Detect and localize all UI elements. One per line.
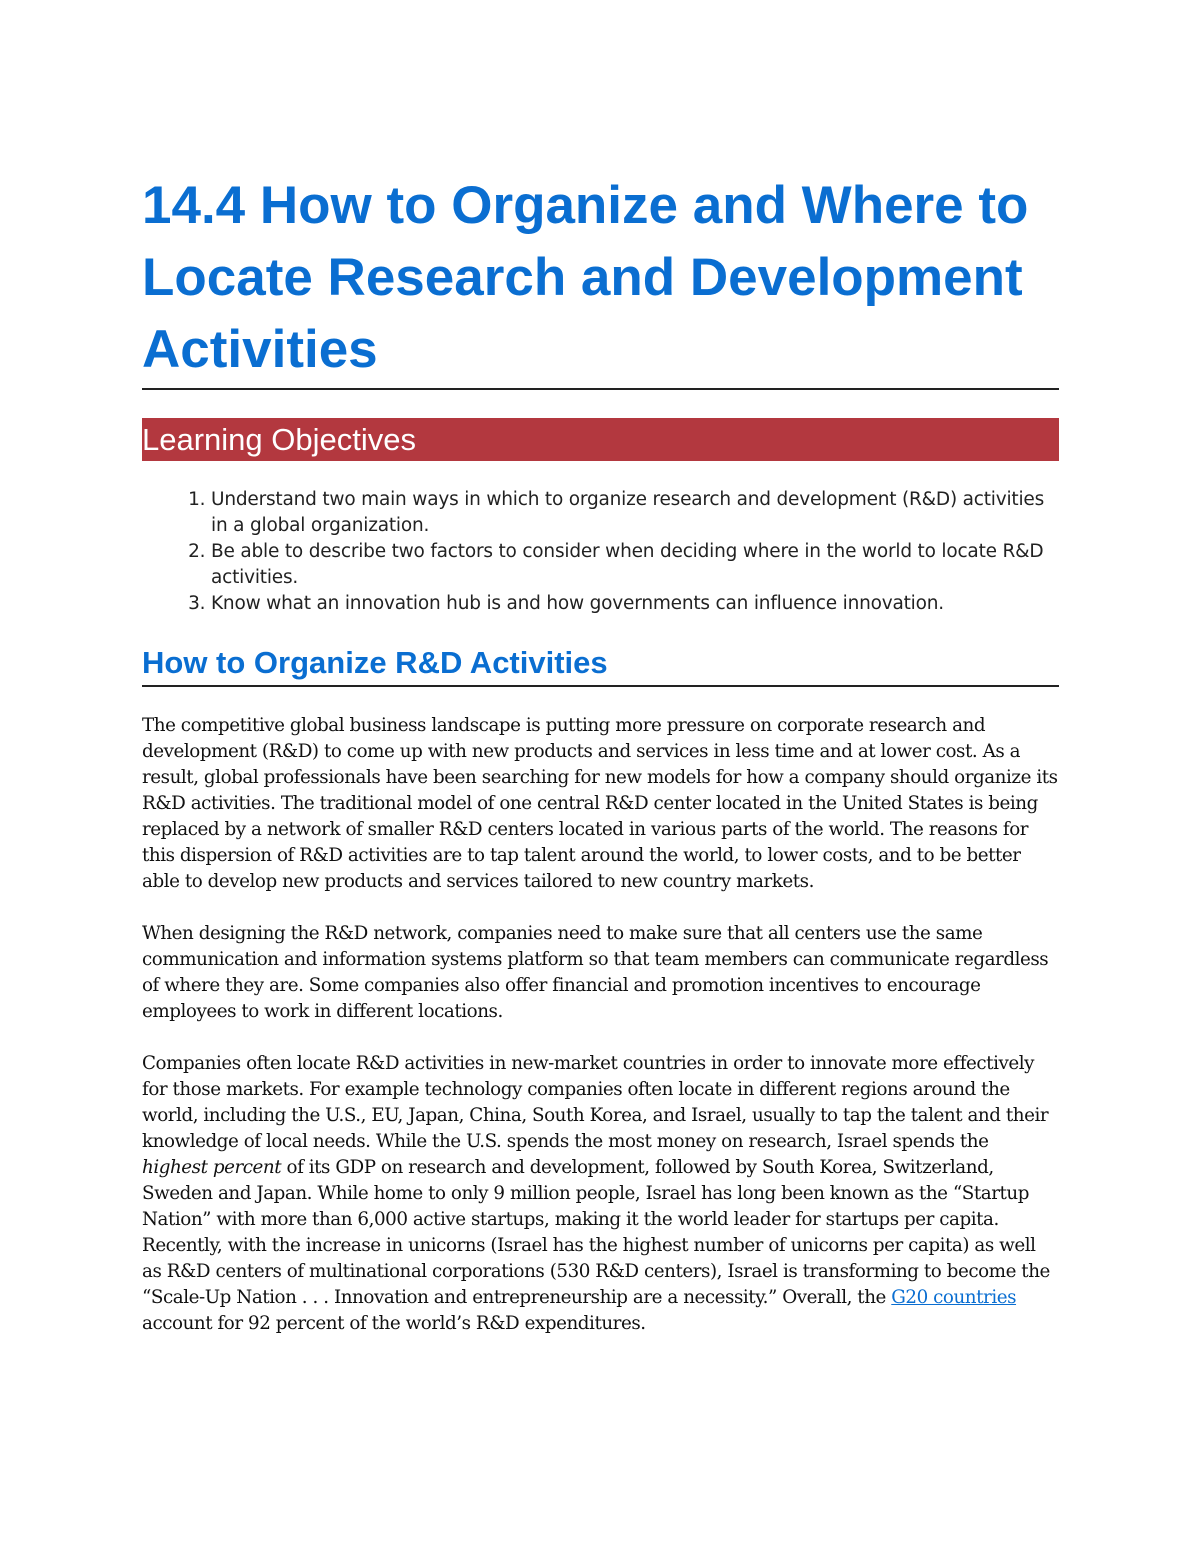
learning-objectives-heading: Learning Objectives: [142, 422, 416, 457]
section-heading: How to Organize R&D Activities: [142, 643, 1059, 687]
paragraph-text: of its GDP on research and development, followed by South Korea, Switzerland, Sweden and Japan. While home to only 9 million people, Israel has long been known as the “Startup Nation” with more than 6,000 active startups, making it the world leader for startups per capita. Recently, with the increase in unicorns (Israel has the highest number of unicorns per capita) as well as R&D centers of multinational corporations (530 R&D centers), Israel is transforming to become the “Scale-Up Nation . . . Innovation and entrepreneurship are a necessity.” Overall, the: [142, 1156, 1050, 1308]
objective-item: 1. Understand two main ways in which to organize research and development (R&D) activities in a global organization.: [211, 487, 1059, 539]
emphasis-text: highest percent: [142, 1156, 282, 1178]
learning-objectives-list: [142, 487, 1059, 617]
body-paragraph-3: [142, 1051, 1059, 1337]
objective-item: 2. Be able to describe two factors to consider when deciding where in the world to locate R&D activities.: [211, 539, 1059, 591]
page-title: 14.4 How to Organize and Where to Locate Research and Development Activities: [142, 170, 1059, 390]
g20-countries-link[interactable]: G20 countries: [891, 1286, 1017, 1308]
objective-item: 3. Know what an innovation hub is and how governments can influence innovation.: [211, 591, 1059, 617]
paragraph-text: Companies often locate R&D activities in new-market countries in order to innovate more effectively for those markets. For example technology companies often locate in different regions around the world, including the U.S., EU, Japan, China, South Korea, and Israel, usually to tap the talent and their knowledge of local needs. While the U.S. spends the most money on research, Israel spends the: [142, 1052, 1049, 1152]
paragraph-text: account for 92 percent of the world’s R&D expenditures.: [142, 1312, 646, 1334]
body-paragraph-2: When designing the R&D network, companies need to make sure that all centers use the same communication and information systems platform so that team members can communicate regardless of where they are. Some companies also offer financial and promotion incentives to encourage employees to work in different locations.: [142, 922, 1049, 1022]
body-paragraph-1: The competitive global business landscape is putting more pressure on corporate research and development (R&D) to come up with new products and services in less time and at lower cost. As a result, global professionals have been searching for new models for how a company should organize its R&D activities. The traditional model of one central R&D center located in the United States is being replaced by a network of smaller R&D centers located in various parts of the world. The reasons for this dispersion of R&D activities are to tap talent around the world, to lower costs, and to be better able to develop new products and services tailored to new country markets.: [142, 714, 1058, 892]
document-page: [142, 170, 1059, 1337]
learning-objectives-banner: [142, 418, 1059, 461]
